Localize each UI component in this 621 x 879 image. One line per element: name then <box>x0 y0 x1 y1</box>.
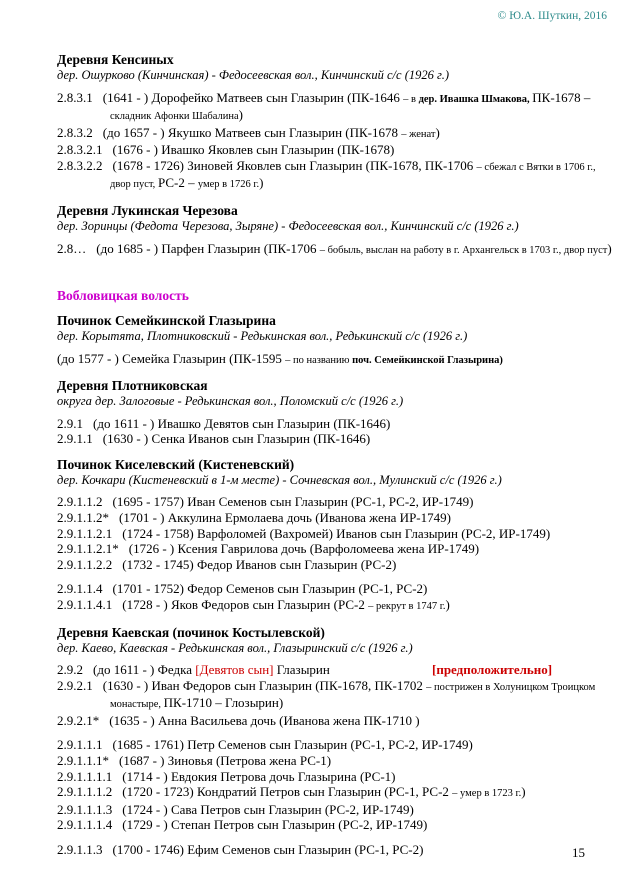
entry-number: 2.9.1.1.2* <box>57 510 109 526</box>
section-title: Деревня Лукинская Черезова <box>57 203 238 219</box>
entry-text: РС-2 – <box>157 175 198 191</box>
entry-2.9.2.1 <box>57 678 613 713</box>
entry-text: (1732 - 1745) Федор Иванов сын Глазырин (РС-2) <box>122 556 397 572</box>
section-subtitle: дер. Каево, Каевская - Редькинская вол., Глазыринский с/с (1926 г.) <box>57 640 413 655</box>
entry-text: (1700 - 1746) Ефим Семенов сын Глазырин (РС-1, РС-2) <box>112 842 424 858</box>
entry-text: (1676 - ) Ивашко Яковлев сын Глазырин (ПК-1678) <box>112 142 395 158</box>
entry-number: 2.9.1.1.2.2 <box>57 556 113 572</box>
entry-number: 2.9.1.1.2 <box>57 494 103 510</box>
entry-number: 2.9.1.1.3 <box>57 842 103 858</box>
entry-number: 2.9.1 <box>57 415 83 431</box>
entry-number: 2.8.3.2 <box>57 124 93 140</box>
entry-text: (1635 - ) Анна Васильева дочь (Иванова жена ПК-1710 ) <box>109 712 420 728</box>
entry-number: 2.9.1.1.1* <box>57 753 109 769</box>
entry-2.9.1.1.3 <box>57 842 613 858</box>
entry-text: [Девятов сын] <box>195 662 274 678</box>
entry-text: (1695 - 1757) Иван Семенов сын Глазырин (РС-1, РС-2, ИР-1749) <box>112 494 474 510</box>
section-subtitle: дер. Корытята, Плотниковский - Редькинская вол., Редькинский с/с (1926 г.) <box>57 329 468 344</box>
entry-2.9.1.1.1.4 <box>57 817 613 833</box>
entry-text: складник Афонки Шабалина <box>110 111 239 123</box>
entry-2.9.1.1.1.3 <box>57 802 613 818</box>
entry-text: (1641 - ) Дорофейко Матвеев сын Глазырин (ПК-1646 <box>102 89 404 105</box>
section-title: Починок Киселевский (Кистеневский) <box>57 456 295 472</box>
section-title: Деревня Плотниковская <box>57 378 208 394</box>
entry-2.8.3.2.1 <box>57 142 613 158</box>
entry-text: – сбежал с Вятки в 1706 г., двор пуст, <box>110 161 596 191</box>
entry-number: 2.8… <box>57 240 87 256</box>
entry-text: (1630 - ) Иван Федоров сын Глазырин (ПК-1678, ПК-1702 <box>102 677 427 693</box>
entry-text: – женат <box>401 128 436 140</box>
entry-2.9.1.1.1 <box>57 737 613 753</box>
section <box>57 625 613 858</box>
section <box>57 203 613 258</box>
entry-text: поч. Семейкинской Глазырина) <box>352 354 503 366</box>
entry-number: 2.9.1.1.2.1 <box>57 525 113 541</box>
entry-text: (1685 - 1761) Петр Семенов сын Глазырин (РС-1, РС-2, ИР-1749) <box>112 737 473 753</box>
entry-text: ПК-1710 – Глозырин) <box>163 695 284 711</box>
entry-number: 2.9.1.1.1 <box>57 737 103 753</box>
entry-text: ) <box>521 784 526 800</box>
entry-2.9.1.1.1.2 <box>57 784 613 802</box>
entry-number: 2.8.3.2.1 <box>57 142 103 158</box>
entry-number: 2.8.3.2.2 <box>57 157 103 173</box>
entry-text: – в <box>403 93 419 105</box>
entry-number: 2.9.1.1.2.1* <box>57 541 119 557</box>
entry-number: 2.9.2.1 <box>57 677 93 693</box>
entry-text: (1726 - ) Ксения Гаврилова дочь (Варфоломеева жена ИР-1749) <box>128 541 480 557</box>
entry-number: 2.9.1.1.4.1 <box>57 597 113 612</box>
entry-2.9.1.1.2.1 <box>57 526 613 542</box>
entry-number: 2.9.1.1.1.4 <box>57 817 113 833</box>
entry-text: (до 1611 - ) Ивашко Девятов сын Глазырин (ПК-1646) <box>93 415 391 431</box>
section-subtitle: округа дер. Залоговые - Редькинская вол., Поломский с/с (1926 г.) <box>57 394 404 409</box>
entry-text: Глазырин <box>273 662 330 678</box>
entry-text: ) <box>435 124 440 140</box>
entry-text: (до 1611 - ) Федка <box>93 662 196 678</box>
section-title: Деревня Каевская (починок Костылевской) <box>57 624 325 640</box>
entry-text: (1701 - 1752) Федор Семенов сын Глазырин (РС-1, РС-2) <box>112 581 428 597</box>
entry-text: (1701 - ) Аккулина Ермолаева дочь (Иванова жена ИР-1749) <box>119 510 451 526</box>
section <box>57 313 613 368</box>
entry-text: ) <box>259 175 264 191</box>
section-title: Починок Семейкинской Глазырина <box>57 313 276 329</box>
entry-2.8.3.1 <box>57 90 613 125</box>
entry-text: ) <box>238 107 243 123</box>
entry-text: (1728 - ) Яков Федоров сын Глазырин (РС-2 <box>122 597 369 612</box>
entry-text: (1729 - ) Степан Петров сын Глазырин (РС-2, ИР-1749) <box>122 817 428 833</box>
entry-text: (1630 - ) Сенка Иванов сын Глазырин (ПК-1646) <box>102 431 371 447</box>
entry-2.8.3.2 <box>57 125 613 143</box>
entry-2.9.1.1.2.1* <box>57 541 613 557</box>
entry-2.8.3.2.2 <box>57 158 613 193</box>
volost-header: Вобловицкая волость <box>57 288 189 304</box>
entry-text: (до 1657 - ) Якушко Матвеев сын Глазырин (ПК-1678 <box>102 124 402 140</box>
section <box>57 52 613 193</box>
entry-number: 2.9.2.1* <box>57 712 100 728</box>
entry-2.9.1.1 <box>57 431 613 447</box>
uncertainty-note: [предположительно] <box>432 662 553 678</box>
entry-text: (1714 - ) Евдокия Петрова дочь Глазырина (РС-1) <box>122 768 396 784</box>
entry-text: – бобыль, выслан на работу в г. Архангельск в 1703 г., двор пуст <box>319 244 608 256</box>
page-number: 15 <box>572 845 585 860</box>
entry-number: 2.9.1.1.4 <box>57 581 103 597</box>
entry-text: (до 1577 - ) Семейка Глазырин (ПК-1595 <box>57 350 286 366</box>
entry-2.9.2 <box>57 662 613 678</box>
entry-text: (1724 - ) Сава Петров сын Глазырин (РС-2, ИР-1749) <box>122 801 414 817</box>
entry-text: (до 1685 - ) Парфен Глазырин (ПК-1706 <box>96 240 320 256</box>
entry-text: ) <box>445 597 450 612</box>
entry-text: ПК-1678 – <box>532 89 591 105</box>
entry-number: 2.9.1.1.1.2 <box>57 784 113 800</box>
entry-2.9.1.1.4 <box>57 581 613 597</box>
section-subtitle: дер. Кочкари (Кистеневский в 1-м месте) - Сочневская вол., Мулинский с/с (1926 г.) <box>57 472 502 487</box>
entry-2.9.1.1.1.1 <box>57 769 613 785</box>
entry-text: – по названию <box>285 354 353 366</box>
entry-number: 2.9.2 <box>57 662 83 678</box>
entry-number: 2.9.1.1 <box>57 431 93 447</box>
entry-2.9.1.1.1* <box>57 753 613 769</box>
section-title: Деревня Кенсиных <box>57 52 174 67</box>
entry-text: дер. Ивашка Шмакова, <box>418 93 533 105</box>
entry-text: (1687 - ) Зиновья (Петрова жена РС-1) <box>119 753 332 769</box>
entry-2.9.1 <box>57 416 613 432</box>
entry-2.9.1.1.2* <box>57 510 613 526</box>
section <box>57 457 613 615</box>
entry-text: ) <box>607 240 612 256</box>
document-body <box>57 42 613 858</box>
entry-2.9.1.1.4.1 <box>57 597 613 615</box>
entry-text: (1720 - 1723) Кондратий Петров сын Глазырин (РС-1, РС-2 <box>122 784 453 800</box>
entry-2.9.2.1* <box>57 713 613 729</box>
entry-number: 2.9.1.1.1.1 <box>57 768 113 784</box>
entry-2.9.1.1.2.2 <box>57 557 613 573</box>
entry-text: (1724 - 1758) Варфоломей (Вахромей) Иванов сын Глазырин (РС-2, ИР-1749) <box>122 525 551 541</box>
entry-number: 2.8.3.1 <box>57 89 93 105</box>
entry-number: 2.9.1.1.1.3 <box>57 801 113 817</box>
copyright-notice: © Ю.А. Шуткин, 2016 <box>497 10 607 22</box>
entry-text: – пострижен в Холуницком Троицком монастыре, <box>110 681 596 711</box>
entry-text: – умер в 1723 г. <box>452 788 522 800</box>
entry <box>57 351 613 369</box>
section <box>57 378 613 447</box>
entry-2.8… <box>57 241 613 259</box>
entry-text: умер в 1726 г. <box>197 179 260 191</box>
section-subtitle: дер. Зоринцы (Федота Черезова, Зыряне) - Федосеевская вол., Кинчинский с/с (1926 г.) <box>57 219 519 234</box>
entry-text: (1678 - 1726) Зиновей Яковлев сын Глазырин (ПК-1678, ПК-1706 <box>112 157 477 173</box>
entry-2.9.1.1.2 <box>57 494 613 510</box>
entry-text: – рекрут в 1747 г. <box>368 601 446 612</box>
section-subtitle: дер. Ошурково (Кинчинская) - Федосеевская вол., Кинчинский с/с (1926 г.) <box>57 68 449 82</box>
